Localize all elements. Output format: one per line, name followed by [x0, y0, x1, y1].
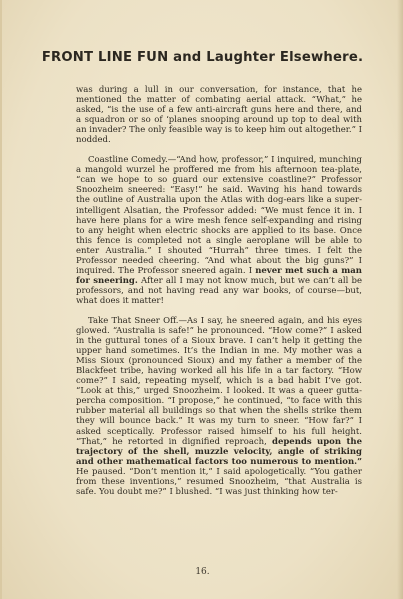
text-run: He paused. “Don’t mention it,” I said apologetically. “You gather from these inventions,” resumed Snoozheim, “that Australia is safe. You doubt me?” I blushed. “I was just thinking how ter-	[76, 466, 362, 497]
text-run: After all I may not know much, but we can’t all be professors, and not having read any war books, of course—but, what does it matter!	[76, 275, 363, 306]
paragraph-1	[76, 85, 362, 145]
bold-text-run: never met such a man for sneering.	[76, 265, 362, 286]
bold-text-run: depends upon the trajectory of the shell, muzzle velocity, angle of striking and other mathematical factors too numerous to mention.”	[76, 436, 362, 467]
text-run: Coastline Comedy.—“And how, professor,” I inquired, munching a mangold wurzel he proffered me from his afternoon tea-plate, “can we hope to so guard our extensive coastline?” Professor Snoozheim sneered: “Easy!” he said. Waving his hand towards the outline of Australia upon the Atlas with dog-ears like a super-intelligent Alsatian, the Professor added: “We must fence it in. I have here plans for a wire mesh fence self-expanding and rising to any height when electric shocks are applied to its base. Once this fence is completed not a single aeroplane will be able to enter Australia.” I shouted “Hurrah” three times. I felt the Professor needed cheering. “And what about the big guns?” I inquired. The Professor sneered again. I	[76, 155, 362, 276]
text-run: was during a lull in our conversation, for instance, that he mentioned the matter of combating aerial attack. “What,” he asked, “is the use of a few anti-aircraft guns here and there, and a squadron or so of ‘planes snooping around up top to deal with an invader? The only feasible way is to keep him out altogether.” I nodded.	[76, 85, 362, 146]
body-text	[76, 85, 362, 497]
paragraph-coastline-comedy	[76, 155, 362, 306]
page-edge-shading	[397, 0, 403, 599]
page-number: 16.	[195, 567, 210, 577]
running-head: FRONT LINE FUN and Laughter Elsewhere.	[41, 50, 364, 65]
text-run: Take That Sneer Off.—As I say, he sneered again, and his eyes glowed. “Australia is safe!” he pronounced. “How come?” I asked in the guttural tones of a Sioux brave. I can’t help it getting the upper hand sometimes. It’s the Indian in me. My mother was a Miss Sioux (pronounced Sioux) and my father a member of the Blackfeet tribe, having worked all his life in a tar factory. “How come?” I said, repeating myself, which is a bad habit I’ve got. “Look at this,” urged Snoozheim. I looked. It was a queer gutta-percha composition. “I propose,” he continued, “to face with this rubber material all buildings so that when the shells strike them they will bounce back.” It was my turn to sneer. “How far?” I asked sceptically. Professor raised himself to his full height. “That,” he retorted in dignified reproach,	[76, 315, 362, 447]
paragraph-take-that-sneer-off	[76, 316, 362, 497]
